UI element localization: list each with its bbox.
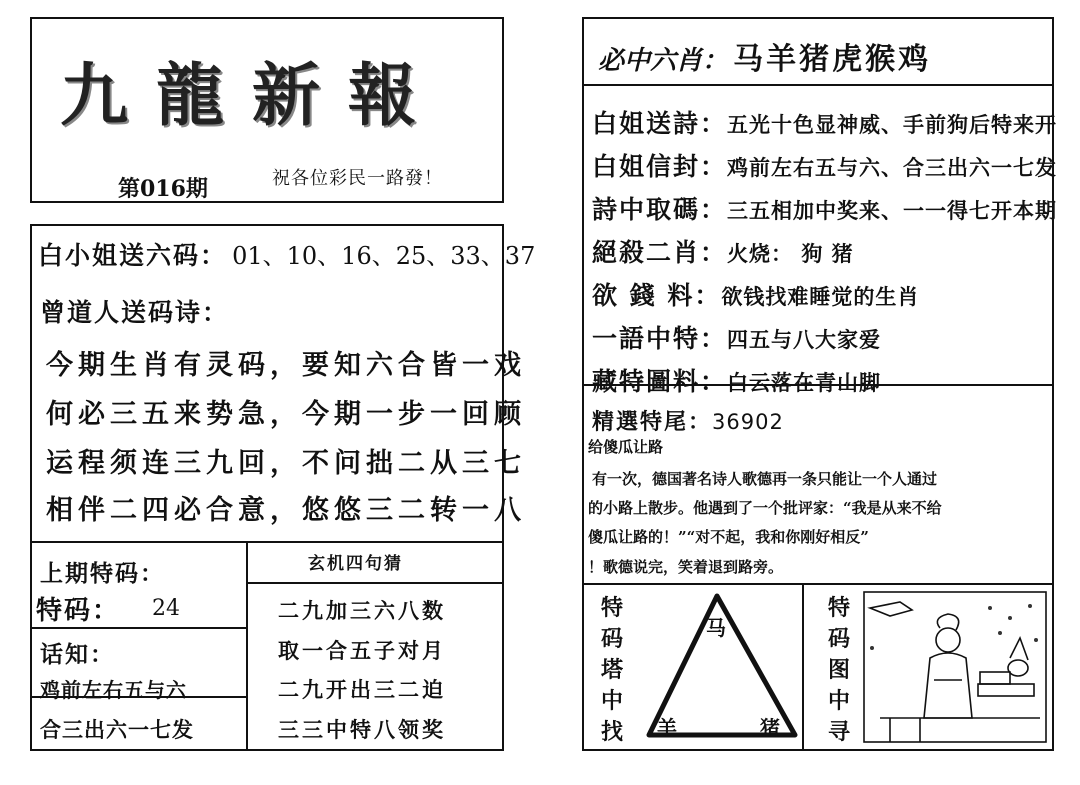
info-row-value: 五光十色显神威、手前狗后特来开 <box>727 112 1058 137</box>
riddle-line-1: 二九加三六八数 <box>278 598 446 623</box>
info-row-label: 白姐送詩： <box>592 109 728 138</box>
issue-number: 第016期 <box>118 176 208 202</box>
six-zodiac-label: 必中六肖： <box>598 46 729 76</box>
story-line-1: 有一次，德国著名诗人歌德再一条只能让一个人通过 <box>592 470 938 488</box>
info-row-label: 欲 錢 料： <box>592 281 722 310</box>
info-row-value: 三五相加中奖来、一一得七开本期 <box>727 198 1058 223</box>
last-special-label: 上期特码： <box>40 560 165 587</box>
info-row-label: 詩中取碼： <box>592 195 728 224</box>
picture-vertical-text: 特码图中寻 <box>827 595 850 745</box>
tower-vertical-text: 特码塔中找 <box>600 595 623 745</box>
info-row <box>592 104 1057 140</box>
info-row <box>592 190 1057 226</box>
poem-line-4: 相伴二四必合意，悠悠三二转一八 <box>46 495 526 526</box>
hint-line-1: 鸡前左右五与六 <box>40 678 187 702</box>
riddle-line-4: 三三中特八领奖 <box>278 717 446 742</box>
info-row-value: 白云落在青山脚 <box>727 370 882 395</box>
six-codes-label: 白小姐送六码： <box>38 241 228 270</box>
picture-divider-v <box>802 583 804 751</box>
six-codes-value: 01、10、16、25、33、37 <box>232 242 536 270</box>
riddle-line-2: 取一合五子对月 <box>278 638 446 663</box>
story-line-4: ！歌德说完，笑着退到路旁。 <box>588 558 784 576</box>
poem-line-1: 今期生肖有灵码，要知六合皆一戏 <box>46 350 526 381</box>
info-row <box>592 319 881 355</box>
tower-left: 羊 <box>657 716 677 740</box>
info-row-label: 藏特圖料： <box>592 367 728 396</box>
info-row-value: 36902 <box>712 410 784 434</box>
masthead-title: 九龍新報 <box>60 56 445 136</box>
info-row <box>592 233 854 269</box>
poem-line-3: 运程须连三九回，不问拙二从三七 <box>46 448 526 479</box>
info-row-value: 火烧： 狗 猪 <box>727 241 854 266</box>
info-row-value: 欲钱找难睡觉的生肖 <box>721 284 920 309</box>
poem-label: 曾道人送码诗： <box>40 298 230 327</box>
story-title: 给傻瓜让路 <box>588 438 664 456</box>
info-row <box>592 276 919 312</box>
info-row-label: 精選特尾： <box>592 409 713 435</box>
riddle-line-3: 二九开出三二迫 <box>278 677 446 702</box>
greeting-text: 祝各位彩民一路發！ <box>272 168 443 189</box>
story-line-2: 的小路上散步。他遇到了一个批评家：“我是从来不给 <box>588 499 942 517</box>
info-row-label: 絕殺二肖： <box>592 238 728 267</box>
tower-top: 马 <box>706 616 726 640</box>
hint-line-2: 合三出六一七发 <box>40 717 194 742</box>
last-special-divider <box>32 627 246 629</box>
riddle-title-divider <box>247 582 503 584</box>
six-codes-row <box>38 236 535 272</box>
info-row-value: 鸡前左右五与六、合三出六一七发 <box>727 155 1058 180</box>
scholar-illustration <box>860 588 1050 746</box>
poem-line-2: 何必三五来势急，今期一步一回顾 <box>46 399 526 430</box>
info-row-label: 白姐信封： <box>592 152 728 181</box>
riddle-title: 玄机四句猜 <box>308 554 403 574</box>
six-zodiac-row <box>598 34 931 78</box>
special-code-label: 特码： <box>36 596 121 626</box>
bottom-divider-v <box>246 541 248 751</box>
six-zodiac-value: 马羊猪虎猴鸡 <box>733 42 932 77</box>
story-line-3: 傻瓜让路的！”“对不起，我和你刚好相反” <box>588 528 869 546</box>
tower-right: 猪 <box>760 716 780 740</box>
hint-label: 话知： <box>40 641 115 668</box>
info-row-label: 一語中特： <box>592 324 728 353</box>
info-row <box>592 147 1057 183</box>
info-row-value: 四五与八大家爱 <box>727 327 882 352</box>
special-code-value: 24 <box>152 596 180 621</box>
